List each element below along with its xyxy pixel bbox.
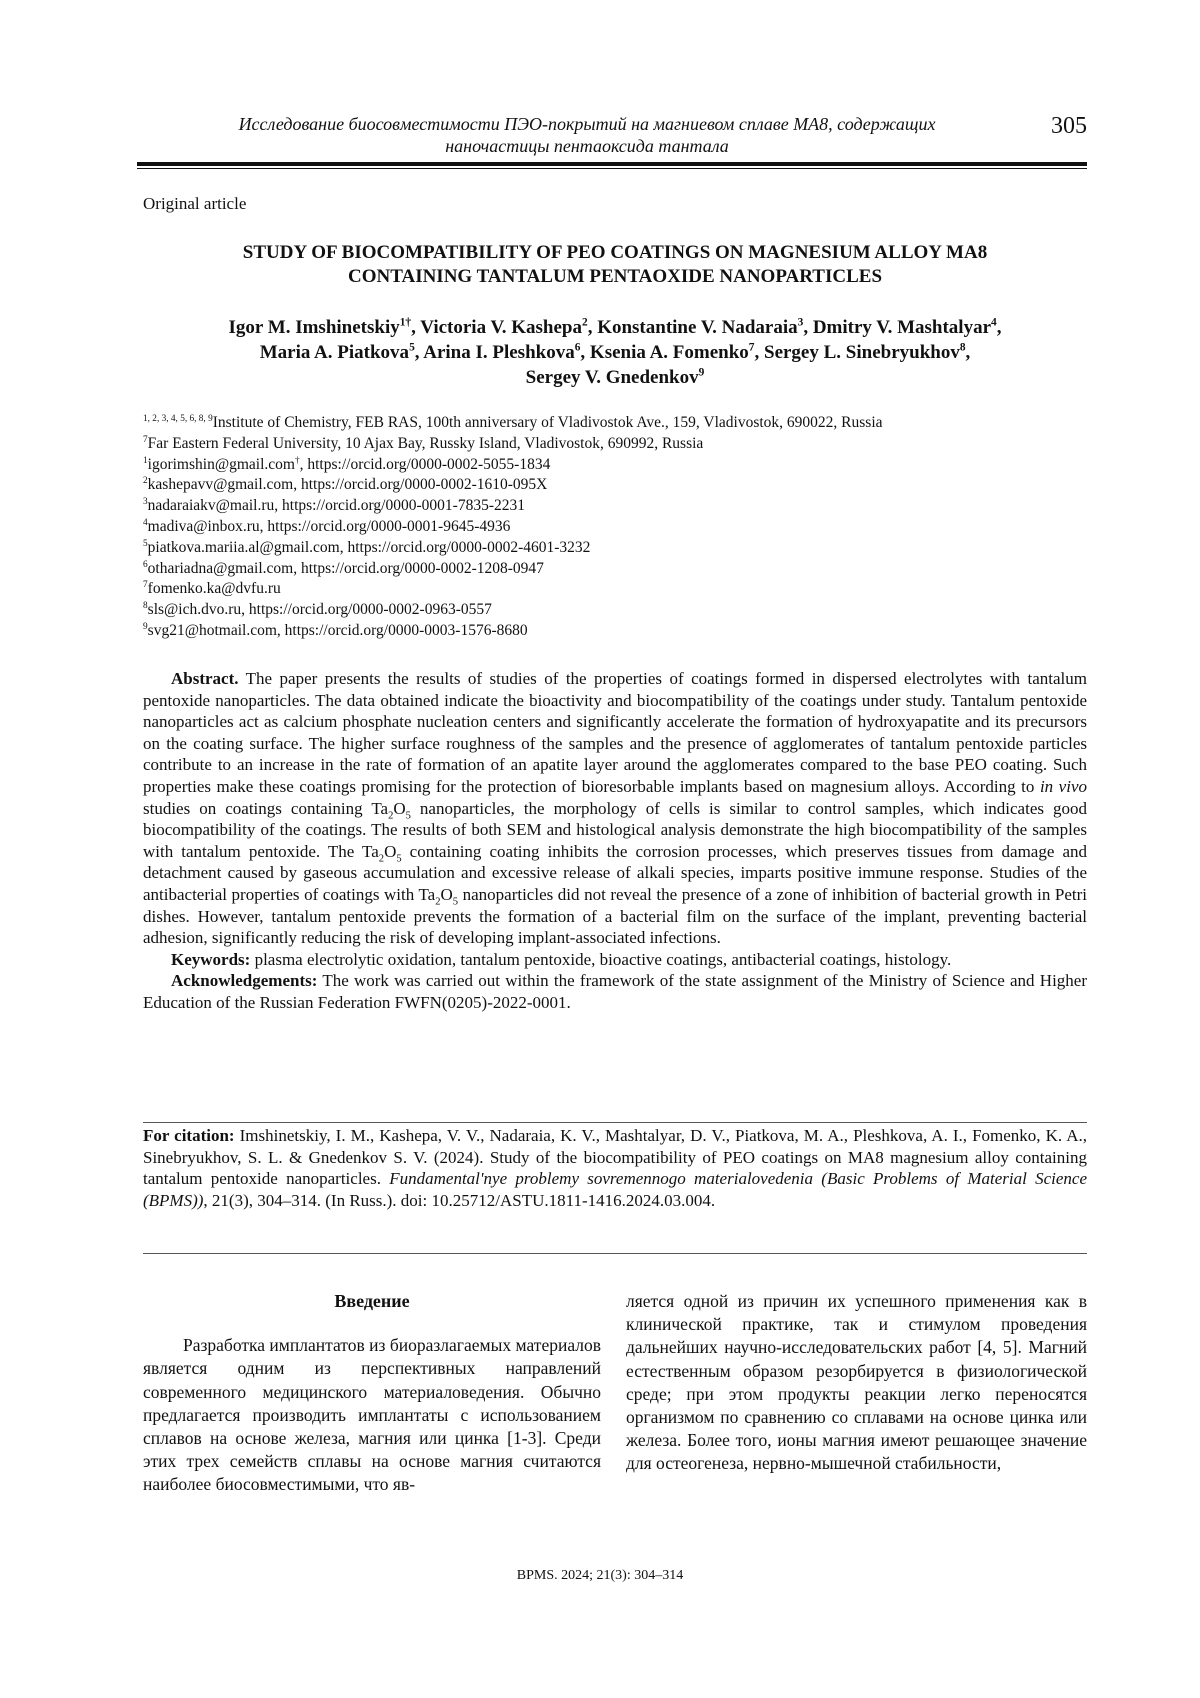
author: Victoria V. Kashepa$^2$,	[420, 316, 598, 338]
header-rule-thick	[137, 162, 1087, 166]
contact-line: $^4$madiva@inbox.ru, https://orcid.org/0000-0001-9645-4936	[143, 517, 511, 535]
formula-ta2o5: $Ta_2O_5$	[371, 798, 411, 821]
formula-ta2o5: $Ta_2O_5$	[418, 884, 459, 908]
author: Konstantine V. Nadaraia$^3$,	[597, 316, 813, 338]
author-list	[143, 315, 1087, 390]
contact-line: $^1$igorimshin@gmail.com†, https://orcid.org/0000-0002-5055-1834	[143, 455, 551, 473]
body-paragraph: ляется одной из причин их успешного применения как в клинической практике, так и стимулом проведения дальнейших научно-исследовательских работ [4, 5]. Магний естественным образом резорбируется в физиологической среде; при этом продукты реакции легко переносятся организмом по сравнению со сплавами на основе цинка или железа. Более того, ионы магния имеют решающее значение для остеогенеза, нервно-мышечной стабильности,	[626, 1291, 1087, 1474]
running-header	[137, 113, 1087, 157]
author: Arina I. Pleshkova$^6$,	[423, 341, 590, 363]
contact-line: $^2$kashepavv@gmail.com, https://orcid.org/0000-0002-1610-095X	[143, 476, 548, 494]
contact-line: $^5$piatkova.mariia.al@gmail.com, https://orcid.org/0000-0002-4601-3232	[143, 538, 591, 556]
citation-block: For citation: Imshinetskiy, I. M., Kashepa, V. V., Nadaraia, K. V., Mashtalyar, D. V., Piatkova, M. A., Pleshkova, A. I., Fomenko, K. A., Sinebryukhov, S. L. & Gnedenkov S. V. (2024). Study of the biocompatibility of PEO coatings on MA8 magnesium alloy containing tantalum pentoxide nanoparticles. Fundamental'nye problemy sovremennogo materialovedenia (Basic Problems of Material Science (BPMS)), 21(3), 304–314. (In Russ.). doi: 10.25712/ASTU.1811-1416.2024.03.004.	[143, 1126, 1088, 1210]
title-line-1: STUDY OF BIOCOMPATIBILITY OF PEO COATINGS ON MAGNESIUM ALLOY MA8	[242, 242, 988, 263]
body-column-left	[143, 1290, 601, 1497]
contact-line: $^7$fomenko.ka@dvfu.ru	[143, 580, 281, 598]
acknowledgements: Acknowledgements: The work was carried out within the framework of the state assignment of the Ministry of Science and Higher Education of the Russian Federation FWFN(0205)-2022-0001.	[143, 971, 1087, 1012]
keywords: Keywords: plasma electrolytic oxidation, tantalum pentoxide, bioactive coatings, antibacterial coatings, histology.	[171, 949, 952, 969]
author: Ksenia A. Fomenko$^7$,	[589, 341, 764, 363]
contact-line: $^8$sls@ich.dvo.ru, https://orcid.org/0000-0002-0963-0557	[143, 601, 492, 619]
contact-line: $^3$nadaraiakv@mail.ru, https://orcid.org/0000-0001-7835-2231	[143, 497, 525, 515]
page-footer: BPMS. 2024; 21(3): 304–314	[516, 1568, 684, 1583]
section-heading: Введение	[334, 1291, 410, 1311]
citation-rule-bottom	[143, 1253, 1087, 1254]
author: Sergey L. Sinebryukhov$^8$,	[764, 341, 971, 363]
body-paragraph: Разработка имплантатов из биоразлагаемых материалов является одним из перспективных направлений современного медицинского материаловедения. Обычно предлагается производить имплантаты с использованием сплавов на основе железа, магния или цинка [1-3]. Среди этих трех семейств сплавы на основе магния считаются наиболее биосовместимыми, что яв-	[143, 1335, 601, 1495]
citation-rule-top	[143, 1122, 1087, 1123]
abstract: Abstract. The paper presents the results of studies of the properties of coatings formed in dispersed electrolytes with tantalum pentoxide nanoparticles. The data obtained indicate the bioactivity and biocompatibility of the coatings under study. Tantalum pentoxide nanoparticles act as calcium phosphate nucleation centers and significantly accelerate the formation of hydroxyapatite and its precursors on the coating surface. The higher surface roughness of the samples and the presence of agglomerates of tantalum pentoxide particles contribute to an increase in the rate of formation of an apatite layer around the agglomerates compared to the base PEO coating. Such properties make these coatings promising for the protection of bioresorbable implants based on magnesium alloys. According to in vivo studies on coatings containing $Ta_2O_5$ nanoparticles, the morphology of cells is similar to control samples, which indicates good biocompatibility of the coatings. The results of both SEM and histological analysis demonstrate the high biocompatibility of the samples with tantalum pentoxide. The $Ta_2O_5$ containing coating inhibits the corrosion processes, which preserves tissues from damage and detachment caused by gaseous accumulation and excessive release of alkali species, imparts positive immune response. Studies of the antibacterial properties of coatings with $Ta_2O_5$ nanoparticles did not reveal the presence of a zone of inhibition of bacterial growth in Petri dishes. However, tantalum pentoxide prevents the formation of a bacterial film on the surface of the implant, preventing bacterial adhesion, significantly reducing the risk of developing implant-associated infections.	[143, 669, 1088, 948]
affiliations	[143, 413, 1087, 642]
author: Maria A. Piatkova$^5$,	[259, 341, 424, 363]
article-title	[143, 241, 1087, 289]
title-line-2: CONTAINING TANTALUM PENTAOXIDE NANOPARTICLES	[347, 266, 883, 287]
contact-line: $^9$svg21@hotmail.com, https://orcid.org/0000-0003-1576-8680	[143, 621, 528, 639]
body-column-right	[626, 1290, 1087, 1476]
article-type: Original article	[143, 194, 247, 213]
author: Dmitry V. Mashtalyar$^4$,	[812, 316, 1002, 338]
affiliation-line: $^7$Far Eastern Federal University, 10 Ajax Bay, Russky Island, Vladivostok, 690992, Russia	[143, 434, 704, 452]
abstract-block	[143, 668, 1087, 1014]
contact-line: $^6$othariadna@gmail.com, https://orcid.org/0000-0002-1208-0947	[143, 559, 544, 577]
running-title: Исследование биосовместимости ПЭО-покрытий на магниевом сплаве МА8, содержащих наночастицы пентаоксида тантала	[238, 114, 936, 156]
author: Sergey V. Gnedenkov$^9$	[525, 366, 705, 388]
header-rule-thin	[137, 168, 1087, 169]
affiliation-line: $^{1, 2, 3, 4, 5, 6, 8, 9}$Institute of Chemistry, FEB RAS, 100th anniversary of Vladivostok Ave., 159, Vladivostok, 690022, Russia	[143, 413, 883, 431]
author: Igor M. Imshinetskiy$^{1\dagger}$,	[228, 316, 421, 338]
page-number: 305	[1051, 113, 1087, 139]
formula-ta2o5: $Ta_2O_5$	[362, 841, 402, 865]
